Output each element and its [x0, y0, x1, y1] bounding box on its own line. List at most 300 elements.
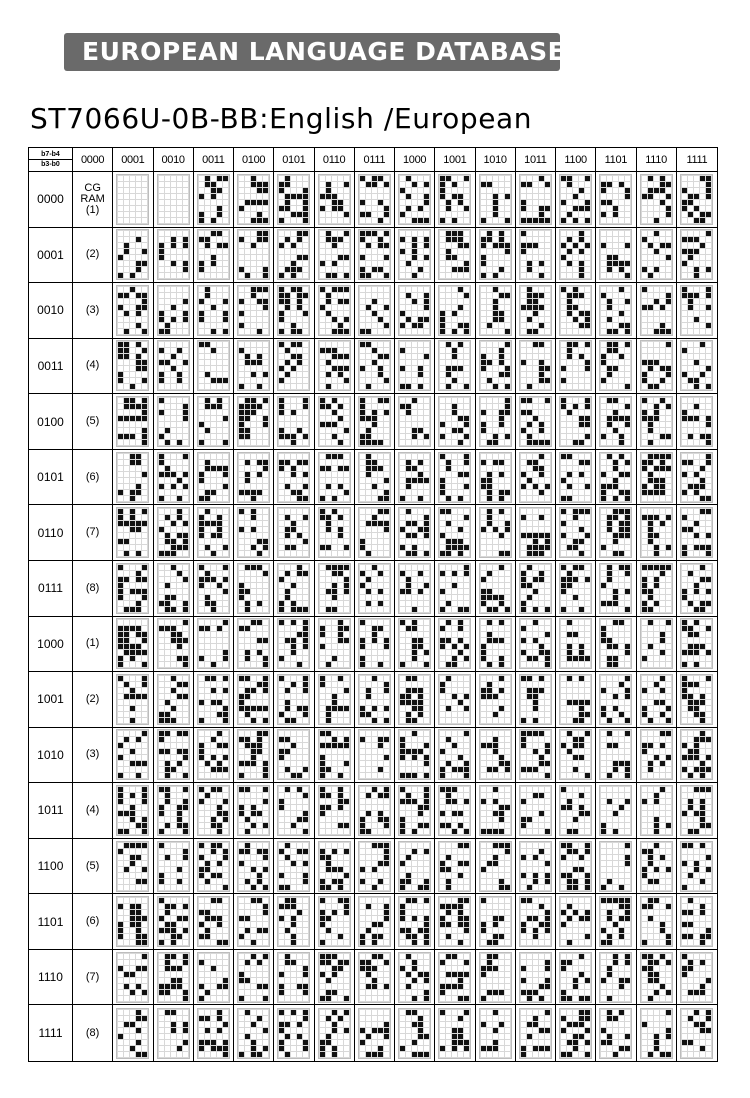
dot-matrix-glyph [157, 229, 190, 280]
glyph-cell [113, 394, 153, 450]
dot-matrix-glyph [559, 563, 592, 614]
dot-matrix-glyph [479, 174, 512, 225]
dot-matrix-glyph [438, 841, 471, 892]
dot-matrix-glyph [358, 285, 391, 336]
glyph-cell [194, 617, 234, 673]
dot-matrix-glyph [640, 785, 673, 836]
dot-matrix-glyph [438, 674, 471, 725]
dot-matrix-glyph [197, 563, 230, 614]
glyph-cell [677, 894, 717, 950]
dot-matrix-glyph [318, 507, 351, 558]
glyph-cell [596, 950, 636, 1006]
glyph-cell [435, 505, 475, 561]
glyph-cell [395, 228, 435, 284]
cgram-label: (5) [85, 859, 100, 872]
dot-matrix-glyph [237, 452, 270, 503]
dot-matrix-glyph [157, 952, 190, 1003]
dot-matrix-glyph [479, 563, 512, 614]
glyph-cell [355, 339, 395, 395]
dot-matrix-glyph [438, 507, 471, 558]
dot-matrix-glyph [599, 229, 632, 280]
cgram-cell [73, 783, 113, 839]
character-grid [28, 147, 718, 1062]
dot-matrix-glyph [599, 396, 632, 447]
dot-matrix-glyph [237, 1008, 270, 1059]
glyph-cell [596, 172, 636, 228]
column-header: 1010 [476, 148, 516, 172]
glyph-cell [234, 339, 274, 395]
row-header: 1101 [29, 894, 73, 950]
dot-matrix-glyph [599, 1008, 632, 1059]
glyph-cell [637, 394, 677, 450]
glyph-cell [355, 672, 395, 728]
glyph-cell [274, 394, 314, 450]
glyph-cell [476, 394, 516, 450]
glyph-cell [194, 728, 234, 784]
dot-matrix-glyph [358, 1008, 391, 1059]
row-header: 0110 [29, 505, 73, 561]
dot-matrix-glyph [398, 285, 431, 336]
row-header: 1111 [29, 1005, 73, 1061]
glyph-cell [154, 672, 194, 728]
dot-matrix-glyph [599, 340, 632, 391]
glyph-cell [677, 950, 717, 1006]
dot-matrix-glyph [277, 952, 310, 1003]
dot-matrix-glyph [438, 340, 471, 391]
dot-matrix-glyph [277, 841, 310, 892]
glyph-cell [315, 728, 355, 784]
dot-matrix-glyph [519, 952, 552, 1003]
row-header: 1000 [29, 617, 73, 673]
glyph-cell [556, 172, 596, 228]
dot-matrix-glyph [116, 1008, 149, 1059]
glyph-cell [435, 950, 475, 1006]
dot-matrix-glyph [519, 174, 552, 225]
cgram-label: (6) [85, 470, 100, 483]
glyph-cell [395, 172, 435, 228]
glyph-cell [395, 283, 435, 339]
dot-matrix-glyph [559, 785, 592, 836]
dot-matrix-glyph [277, 563, 310, 614]
dot-matrix-glyph [157, 507, 190, 558]
cgram-cell [73, 950, 113, 1006]
glyph-cell [355, 894, 395, 950]
dot-matrix-glyph [680, 841, 713, 892]
cgram-label: (7) [85, 526, 100, 539]
cgram-label: (5) [85, 415, 100, 428]
dot-matrix-glyph [237, 563, 270, 614]
glyph-cell [113, 894, 153, 950]
dot-matrix-glyph [318, 896, 351, 947]
glyph-cell [476, 1005, 516, 1061]
glyph-cell [677, 172, 717, 228]
dot-matrix-glyph [438, 285, 471, 336]
dot-matrix-glyph [438, 1008, 471, 1059]
glyph-cell [234, 505, 274, 561]
dot-matrix-glyph [599, 618, 632, 669]
dot-matrix-glyph [398, 785, 431, 836]
glyph-cell [637, 672, 677, 728]
glyph-cell [556, 561, 596, 617]
glyph-cell [476, 339, 516, 395]
glyph-cell [113, 505, 153, 561]
glyph-cell [274, 1005, 314, 1061]
glyph-cell [395, 450, 435, 506]
dot-matrix-glyph [599, 285, 632, 336]
dot-matrix-glyph [640, 229, 673, 280]
dot-matrix-glyph [197, 452, 230, 503]
dot-matrix-glyph [197, 285, 230, 336]
dot-matrix-glyph [318, 674, 351, 725]
glyph-cell [113, 561, 153, 617]
dot-matrix-glyph [559, 618, 592, 669]
dot-matrix-glyph [237, 340, 270, 391]
cgram-label: (7) [85, 970, 100, 983]
dot-matrix-glyph [277, 285, 310, 336]
dot-matrix-glyph [398, 229, 431, 280]
glyph-cell [677, 505, 717, 561]
glyph-cell [556, 894, 596, 950]
glyph-cell [435, 672, 475, 728]
dot-matrix-glyph [277, 229, 310, 280]
dot-matrix-glyph [680, 618, 713, 669]
dot-matrix-glyph [157, 841, 190, 892]
dot-matrix-glyph [559, 340, 592, 391]
dot-matrix-glyph [197, 340, 230, 391]
glyph-cell [637, 617, 677, 673]
glyph-cell [637, 505, 677, 561]
dot-matrix-glyph [318, 229, 351, 280]
glyph-cell [476, 228, 516, 284]
dot-matrix-glyph [398, 896, 431, 947]
glyph-cell [596, 1005, 636, 1061]
column-header: 1111 [677, 148, 717, 172]
dot-matrix-glyph [237, 841, 270, 892]
glyph-cell [315, 394, 355, 450]
glyph-cell [395, 394, 435, 450]
glyph-cell [315, 950, 355, 1006]
dot-matrix-glyph [559, 507, 592, 558]
dot-matrix-glyph [479, 618, 512, 669]
glyph-cell [476, 172, 516, 228]
cgram-label: (8) [85, 581, 100, 594]
row-header: 1010 [29, 728, 73, 784]
dot-matrix-glyph [519, 896, 552, 947]
glyph-cell [637, 450, 677, 506]
glyph-cell [113, 228, 153, 284]
dot-matrix-glyph [680, 952, 713, 1003]
glyph-cell [435, 228, 475, 284]
glyph-cell [596, 394, 636, 450]
dot-matrix-glyph [519, 396, 552, 447]
cgram-cell [73, 839, 113, 895]
glyph-cell [435, 561, 475, 617]
dot-matrix-glyph [398, 563, 431, 614]
dot-matrix-glyph [479, 340, 512, 391]
glyph-cell [234, 283, 274, 339]
glyph-cell [234, 839, 274, 895]
dot-matrix-glyph [479, 1008, 512, 1059]
glyph-cell [194, 394, 234, 450]
glyph-cell [677, 394, 717, 450]
glyph-cell [194, 505, 234, 561]
glyph-cell [556, 783, 596, 839]
dot-matrix-glyph [559, 674, 592, 725]
dot-matrix-glyph [277, 396, 310, 447]
dot-matrix-glyph [237, 229, 270, 280]
cgram-cell [73, 283, 113, 339]
dot-matrix-glyph [479, 729, 512, 780]
glyph-cell [194, 228, 234, 284]
dot-matrix-glyph [398, 952, 431, 1003]
glyph-cell [274, 617, 314, 673]
cgram-cell [73, 339, 113, 395]
dot-matrix-glyph [237, 507, 270, 558]
glyph-cell [596, 672, 636, 728]
glyph-cell [596, 728, 636, 784]
column-header: 0001 [113, 148, 153, 172]
dot-matrix-glyph [479, 507, 512, 558]
glyph-cell [476, 617, 516, 673]
column-header: 0101 [274, 148, 314, 172]
glyph-cell [395, 672, 435, 728]
cgram-cell [73, 1005, 113, 1061]
column-header: 1100 [556, 148, 596, 172]
glyph-cell [194, 172, 234, 228]
dot-matrix-glyph [640, 896, 673, 947]
dot-matrix-glyph [358, 396, 391, 447]
glyph-cell [596, 450, 636, 506]
glyph-cell [596, 783, 636, 839]
dot-matrix-glyph [318, 618, 351, 669]
dot-matrix-glyph [237, 729, 270, 780]
banner-title: EUROPEAN LANGUAGE DATABASE TABL [64, 33, 560, 71]
corner-top-label: b7-b4 [41, 151, 60, 158]
glyph-cell [556, 728, 596, 784]
dot-matrix-glyph [559, 174, 592, 225]
glyph-cell [556, 839, 596, 895]
cgram-label: (4) [85, 803, 100, 816]
dot-matrix-glyph [398, 340, 431, 391]
cgram-label: (6) [85, 915, 100, 928]
glyph-cell [435, 1005, 475, 1061]
dot-matrix-glyph [197, 174, 230, 225]
dot-matrix-glyph [358, 785, 391, 836]
dot-matrix-glyph [640, 563, 673, 614]
dot-matrix-glyph [358, 229, 391, 280]
glyph-cell [113, 728, 153, 784]
dot-matrix-glyph [519, 285, 552, 336]
glyph-cell [113, 339, 153, 395]
glyph-cell [315, 283, 355, 339]
glyph-cell [516, 950, 556, 1006]
cgram-cell [73, 561, 113, 617]
dot-matrix-glyph [479, 285, 512, 336]
glyph-cell [637, 839, 677, 895]
glyph-cell [637, 228, 677, 284]
column-header: 1011 [516, 148, 556, 172]
glyph-cell [556, 228, 596, 284]
glyph-cell [154, 783, 194, 839]
dot-matrix-glyph [277, 785, 310, 836]
glyph-cell [556, 950, 596, 1006]
glyph-cell [355, 561, 395, 617]
cgram-label: (4) [85, 359, 100, 372]
dot-matrix-glyph [237, 785, 270, 836]
glyph-cell [395, 1005, 435, 1061]
glyph-cell [274, 561, 314, 617]
glyph-cell [596, 617, 636, 673]
glyph-cell [637, 950, 677, 1006]
glyph-cell [355, 839, 395, 895]
column-header: 1001 [435, 148, 475, 172]
dot-matrix-glyph [116, 174, 149, 225]
glyph-cell [154, 394, 194, 450]
cgram-label: CG [84, 181, 101, 194]
glyph-cell [395, 561, 435, 617]
dot-matrix-glyph [479, 785, 512, 836]
dot-matrix-glyph [519, 340, 552, 391]
dot-matrix-glyph [277, 174, 310, 225]
dot-matrix-glyph [358, 674, 391, 725]
dot-matrix-glyph [116, 896, 149, 947]
dot-matrix-glyph [116, 674, 149, 725]
dot-matrix-glyph [519, 229, 552, 280]
dot-matrix-glyph [559, 396, 592, 447]
row-header: 0111 [29, 561, 73, 617]
glyph-cell [315, 617, 355, 673]
glyph-cell [274, 728, 314, 784]
dot-matrix-glyph [237, 174, 270, 225]
glyph-cell [596, 561, 636, 617]
glyph-cell [556, 672, 596, 728]
dot-matrix-glyph [358, 841, 391, 892]
glyph-cell [113, 617, 153, 673]
dot-matrix-glyph [318, 563, 351, 614]
glyph-cell [476, 283, 516, 339]
dot-matrix-glyph [116, 729, 149, 780]
glyph-cell [154, 283, 194, 339]
dot-matrix-glyph [157, 340, 190, 391]
glyph-cell [154, 172, 194, 228]
dot-matrix-glyph [157, 174, 190, 225]
dot-matrix-glyph [358, 952, 391, 1003]
dot-matrix-glyph [157, 1008, 190, 1059]
glyph-cell [677, 728, 717, 784]
dot-matrix-glyph [559, 229, 592, 280]
glyph-cell [596, 228, 636, 284]
dot-matrix-glyph [559, 841, 592, 892]
glyph-cell [355, 228, 395, 284]
glyph-cell [637, 1005, 677, 1061]
dot-matrix-glyph [599, 174, 632, 225]
glyph-cell [194, 950, 234, 1006]
glyph-cell [677, 339, 717, 395]
dot-matrix-glyph [197, 896, 230, 947]
glyph-cell [315, 505, 355, 561]
glyph-cell [234, 783, 274, 839]
glyph-cell [435, 839, 475, 895]
cgram-label: (2) [85, 692, 100, 705]
glyph-cell [154, 450, 194, 506]
glyph-cell [113, 283, 153, 339]
glyph-cell [637, 561, 677, 617]
dot-matrix-glyph [479, 396, 512, 447]
glyph-cell [476, 950, 516, 1006]
glyph-cell [677, 839, 717, 895]
dot-matrix-glyph [640, 285, 673, 336]
column-header: 0110 [315, 148, 355, 172]
dot-matrix-glyph [116, 396, 149, 447]
column-header: 0011 [194, 148, 234, 172]
glyph-cell [596, 839, 636, 895]
glyph-cell [194, 1005, 234, 1061]
glyph-cell [516, 283, 556, 339]
dot-matrix-glyph [599, 896, 632, 947]
dot-matrix-glyph [640, 841, 673, 892]
glyph-cell [194, 894, 234, 950]
glyph-cell [516, 894, 556, 950]
glyph-cell [113, 839, 153, 895]
glyph-cell [435, 172, 475, 228]
dot-matrix-glyph [599, 785, 632, 836]
cgram-label: (8) [85, 1026, 100, 1039]
glyph-cell [355, 617, 395, 673]
glyph-cell [395, 839, 435, 895]
glyph-cell [154, 617, 194, 673]
dot-matrix-glyph [398, 729, 431, 780]
glyph-cell [113, 783, 153, 839]
glyph-cell [435, 617, 475, 673]
dot-matrix-glyph [599, 841, 632, 892]
dot-matrix-glyph [116, 618, 149, 669]
dot-matrix-glyph [116, 452, 149, 503]
dot-matrix-glyph [318, 1008, 351, 1059]
dot-matrix-glyph [680, 229, 713, 280]
dot-matrix-glyph [599, 507, 632, 558]
dot-matrix-glyph [277, 729, 310, 780]
dot-matrix-glyph [479, 229, 512, 280]
glyph-cell [637, 339, 677, 395]
glyph-cell [274, 839, 314, 895]
dot-matrix-glyph [318, 841, 351, 892]
glyph-cell [274, 450, 314, 506]
glyph-cell [194, 339, 234, 395]
dot-matrix-glyph [438, 618, 471, 669]
cgram-cell [73, 172, 113, 228]
glyph-cell [516, 172, 556, 228]
dot-matrix-glyph [640, 729, 673, 780]
dot-matrix-glyph [197, 785, 230, 836]
dot-matrix-glyph [318, 396, 351, 447]
dot-matrix-glyph [116, 507, 149, 558]
glyph-cell [113, 1005, 153, 1061]
glyph-cell [556, 1005, 596, 1061]
cgram-cell [73, 617, 113, 673]
glyph-cell [596, 894, 636, 950]
dot-matrix-glyph [680, 396, 713, 447]
page-subtitle: ST7066U-0B-BB:English /European [30, 102, 533, 135]
row-header: 0001 [29, 228, 73, 284]
glyph-cell [677, 228, 717, 284]
dot-matrix-glyph [438, 452, 471, 503]
glyph-cell [154, 728, 194, 784]
glyph-cell [355, 728, 395, 784]
dot-matrix-glyph [640, 1008, 673, 1059]
glyph-cell [234, 394, 274, 450]
glyph-cell [194, 839, 234, 895]
dot-matrix-glyph [398, 507, 431, 558]
